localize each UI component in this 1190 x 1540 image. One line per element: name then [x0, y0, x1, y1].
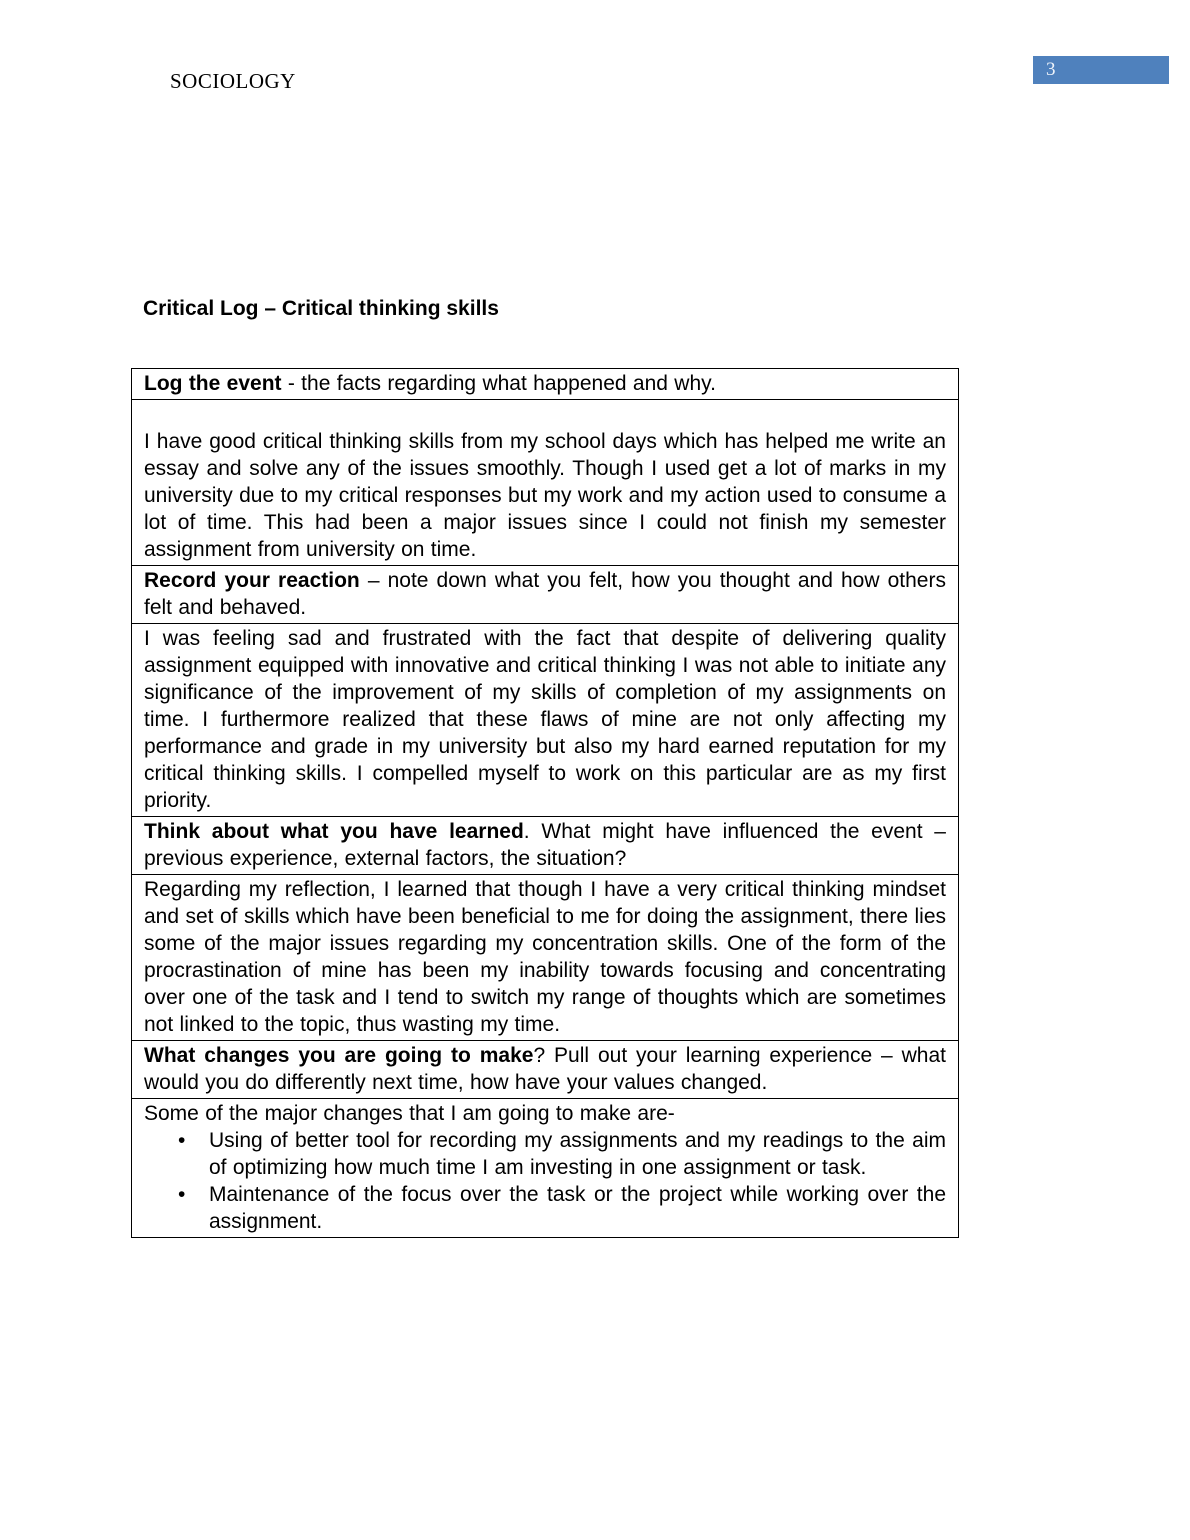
prompt-label: Log the event — [144, 372, 282, 395]
page-number-badge — [1033, 56, 1169, 84]
answer-text: I was feeling sad and frustrated with the fact that despite of delivering quality assignment equipped with innovative and critical thinking I was not able to initiate any significance of the improvement of my skills of completion of my assignments on time. I furthermore realized that these flaws of mine are not only affecting my performance and grade in my university but also my hard earned reputation for my critical thinking skills. I compelled myself to work on this particular are as my first priority. — [144, 627, 946, 812]
learned-answer-cell — [132, 875, 959, 1041]
list-item — [178, 1181, 946, 1235]
table-row — [132, 566, 959, 624]
learned-prompt-cell — [132, 817, 959, 875]
changes-list — [144, 1127, 946, 1235]
prompt-text: . What might have influenced the event – previous experience, external factors, the situation? — [144, 820, 946, 870]
answer-text: I have good critical thinking skills from my school days which has helped me write an essay and solve any of the issues smoothly. Though I used get a lot of marks in my university due to my critical responses but my work and my action used to consume a lot of time. This had been a major issues since I could not finish my semester assignment from university on time. — [144, 430, 946, 561]
record-reaction-prompt-cell — [132, 566, 959, 624]
list-item-text: Using of better tool for recording my assignments and my readings to the aim of optimizing how much time I am investing in one assignment or task. — [209, 1129, 946, 1179]
running-header: SOCIOLOGY — [170, 69, 296, 93]
prompt-label: Think about what you have learned — [144, 820, 524, 843]
prompt-label: What changes you are going to make — [144, 1044, 534, 1067]
answer-text: Regarding my reflection, I learned that though I have a very critical thinking mindset and set of skills which have been beneficial to me for doing the assignment, there lies some of the major issues regarding my concentration skills. One of the form of the procrastination of mine has been my inability towards focusing and concentrating over one of the task and I tend to switch my range of thoughts which are sometimes not linked to the topic, thus wasting my time. — [144, 878, 946, 1036]
table-row — [132, 369, 959, 400]
prompt-text: - the facts regarding what happened and why. — [281, 372, 716, 395]
table-row — [132, 400, 959, 566]
critical-log-table — [131, 368, 959, 1238]
bullet-icon: • — [178, 1129, 186, 1152]
table-row — [132, 1041, 959, 1099]
table-row — [132, 875, 959, 1041]
page-number: 3 — [1046, 59, 1056, 80]
prompt-text: – note down what you felt, how you thought and how others felt and behaved. — [144, 569, 946, 619]
changes-prompt-cell — [132, 1041, 959, 1099]
prompt-label: Record your reaction — [144, 569, 360, 592]
table-row — [132, 817, 959, 875]
log-event-answer-cell — [132, 400, 959, 566]
list-intro: Some of the major changes that I am going to make are- — [144, 1102, 675, 1125]
list-item-text: Maintenance of the focus over the task or the project while working over the assignment. — [209, 1183, 946, 1233]
bullet-icon: • — [178, 1183, 186, 1206]
list-item — [178, 1127, 946, 1181]
document-title: Critical Log – Critical thinking skills — [143, 297, 499, 320]
table-row — [132, 1099, 959, 1238]
prompt-text: ? Pull out your learning experience – what would you do differently next time, how have your values changed. — [144, 1044, 946, 1094]
record-reaction-answer-cell — [132, 624, 959, 817]
log-event-prompt-cell — [132, 369, 959, 400]
blank-line — [144, 401, 946, 428]
changes-answer-cell — [132, 1099, 959, 1238]
table-row — [132, 624, 959, 817]
